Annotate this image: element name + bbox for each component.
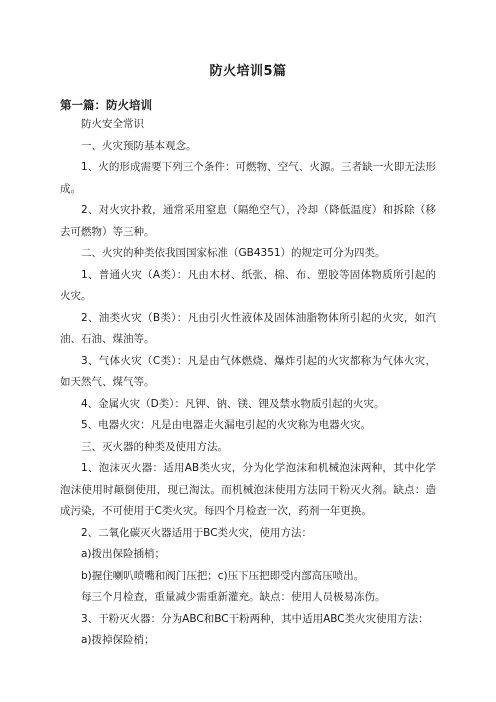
paragraph: 3、干粉灭火器：分为ABC和BC干粉两种，其中适用ABC类火灾使用方法：	[81, 612, 429, 625]
paragraph: 4、金属火灾（D类）：凡钾、钠、镁、锂及禁水物质引起的火灾。	[81, 397, 385, 410]
paragraph: 2、二氧化碳灭火器适用于BC类火灾，使用方法：	[81, 526, 313, 539]
document-title: 防火培训5篇	[209, 64, 287, 79]
chapter-heading: 第一篇：防火培训	[60, 98, 152, 112]
paragraph: 一、火灾预防基本观念。	[81, 139, 197, 152]
paragraph: 1、火的形成需要下列三个条件：可燃物、空气、火源。三者缺一火即无法形成。	[60, 161, 436, 195]
paragraph: a)拨掉保险梢；	[81, 634, 155, 646]
paragraph: a)拨出保险插梢；	[81, 548, 166, 560]
paragraph: 每三个月检查，重量减少需重新灌充。缺点：使用人员极易冻伤。	[81, 591, 386, 603]
paragraph: 2、对火灾扑救，通常采用窒息（隔绝空气），冷却（降低温度）和拆除（移去可燃物）等三种。	[60, 204, 436, 238]
paragraph: 5、电器火灾：凡是由电器走火漏电引起的火灾称为电器火灾。	[81, 419, 372, 431]
paragraph: 防火安全常识	[81, 118, 144, 130]
paragraph: 三、灭火器的种类及使用方法。	[81, 440, 228, 453]
paragraph: 二、火灾的种类依我国国家标准（GB4351）的规定可分为四类。	[81, 247, 386, 259]
paragraph: 1、泡沫灭火器：适用AB类火灾，分为化学泡沫和机械泡沫两种，其中化学泡沫使用时颠倒使用，现已淘汰。而机械泡沫使用方法同干粉灭火剂。缺点：造成污染，不可使用于C类火灾。每四个月检查一次，药剂一年更换。	[60, 462, 436, 517]
paragraph: 2、油类火灾（B类）：凡由引火性液体及固体油脂物体所引起的火灾，如汽油、石油、煤油等。	[60, 311, 436, 345]
body-text	[60, 114, 436, 652]
paragraph: 1、普通火灾（A类）：凡由木材、纸张、棉、布、塑胶等固体物质所引起的火灾。	[60, 268, 436, 302]
paragraph: b)握住喇叭喷嘴和阀门压把；c)压下压把即受内部高压喷出。	[81, 569, 365, 582]
paragraph: 3、气体火灾（C类）：凡是由气体燃烧、爆炸引起的火灾都称为气体火灾，如天然气、煤气等。	[60, 354, 436, 388]
